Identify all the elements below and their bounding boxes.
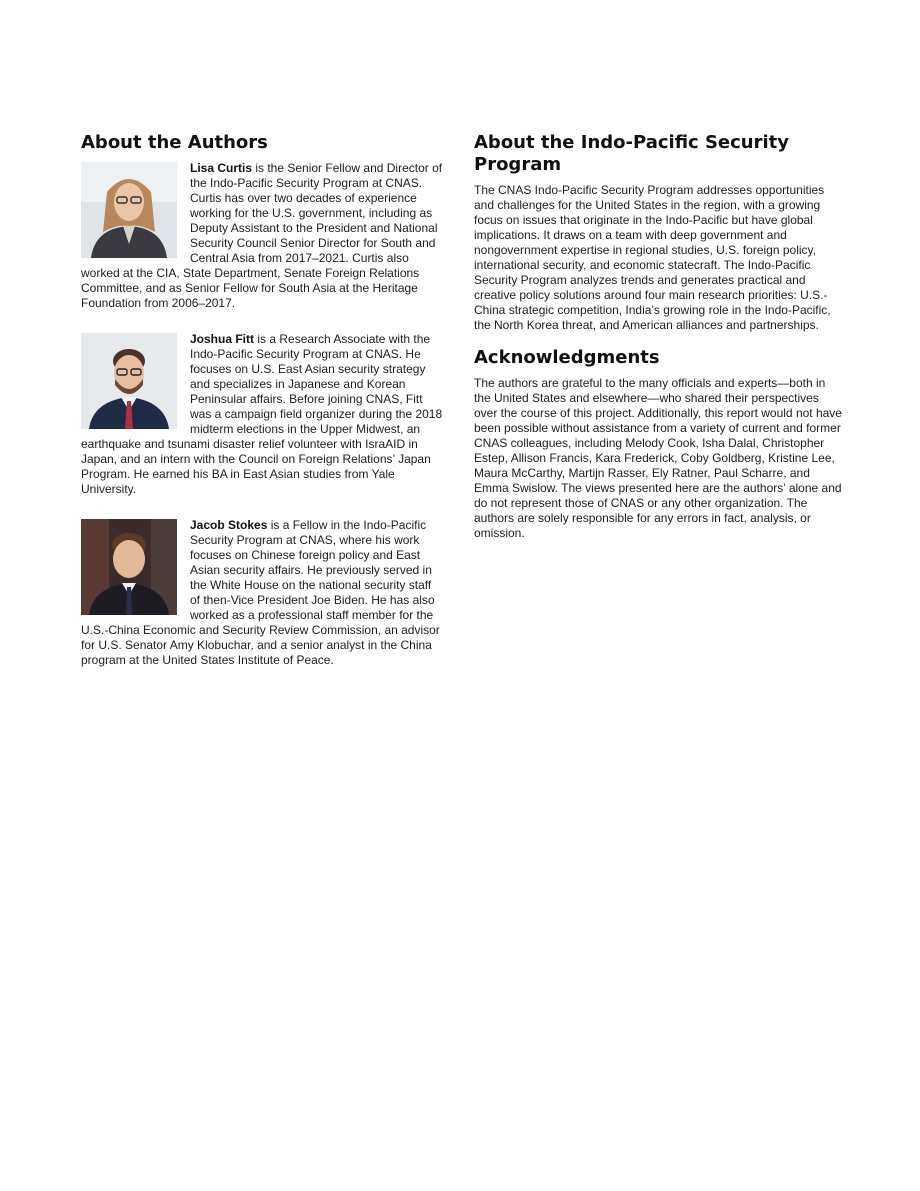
author-bio-curtis bbox=[81, 161, 443, 311]
author-photo-stokes bbox=[81, 519, 177, 615]
author-name-fitt: Joshua Fitt bbox=[190, 332, 255, 346]
author-bio-body-fitt: is a Research Associate with the Indo-Pacific Security Program at CNAS. He focuses on U.S. East Asian security strategy and specializes in Japanese and Korean Peninsular affairs. Before joining CNAS, Fitt was a campaign field organizer during the 2018 midterm elections in the Upper Midwest, an earthquake and tsunami disaster relief volunteer with IsraAID in Japan, and an intern with the Council on Foreign Relations’ Japan Program. He earned his BA in East Asian studies from Yale University. bbox=[81, 332, 443, 496]
author-photo-curtis bbox=[81, 162, 177, 258]
author-bio-fitt bbox=[81, 332, 443, 497]
about-authors-heading: About the Authors bbox=[81, 132, 268, 153]
author-photo-fitt bbox=[81, 333, 177, 429]
program-text: The CNAS Indo-Pacific Security Program addresses opportunities and challenges for the United States in the region, with a growing focus on issues that originate in the Indo-Pacific but have global implications. It draws on a team with deep government and nongovernment expertise in regional studies, U.S. foreign policy, international security, and economic statecraft. The Indo-Pacific Security Program analyzes trends and generates practical and creative policy solutions around four main research priorities: U.S.-China strategic competition, India’s growing role in the Indo-Pacific, the North Korea threat, and American alliances and partnerships. bbox=[474, 183, 831, 332]
program-heading: About the Indo-Pacific Security Program bbox=[474, 132, 790, 175]
author-name-stokes: Jacob Stokes bbox=[190, 518, 268, 532]
right-column bbox=[474, 132, 842, 541]
author-bio-stokes bbox=[81, 518, 443, 668]
acknowledgments-heading: Acknowledgments bbox=[474, 347, 660, 368]
acknowledgments-text: The authors are grateful to the many officials and experts—both in the United States and elsewhere—who shared their perspectives over the course of this project. Additionally, this report would not have been possible without assistance from a variety of current and former CNAS colleagues, including Melody Cook, Isha Dalal, Christopher Estep, Allison Francis, Kara Frederick, Coby Goldberg, Kristine Lee, Maura McCarthy, Martijn Rasser, Ely Ratner, Paul Scharre, and Emma Swislow. The views presented here are the authors’ alone and do not represent those of CNAS or any other organization. The authors are solely responsible for any errors in fact, analysis, or omission. bbox=[474, 376, 842, 540]
author-bio-body-curtis: is the Senior Fellow and Director of the Indo-Pacific Security Program at CNAS. Curtis has over two decades of experience working for the U.S. government, including as Deputy Assistant to the President and National Security Council Senior Director for South and Central Asia from 2017–2021. Curtis also worked at the CIA, State Department, Senate Foreign Relations Committee, and as Senior Fellow for South Asia at the Heritage Foundation from 2006–2017. bbox=[81, 161, 443, 310]
author-name-curtis: Lisa Curtis bbox=[190, 161, 253, 175]
about-authors-section bbox=[81, 132, 443, 689]
author-bio-body-stokes: is a Fellow in the Indo-Pacific Security Program at CNAS, where his work focuses on Chinese foreign policy and East Asian security affairs. He previously served in the White House on the national security staff of then-Vice President Joe Biden. He has also worked as a professional staff member for the U.S.-China Economic and Security Review Commission, an advisor for U.S. Senator Amy Klobuchar, and a senior analyst in the China program at the United States Institute of Peace. bbox=[81, 518, 440, 667]
